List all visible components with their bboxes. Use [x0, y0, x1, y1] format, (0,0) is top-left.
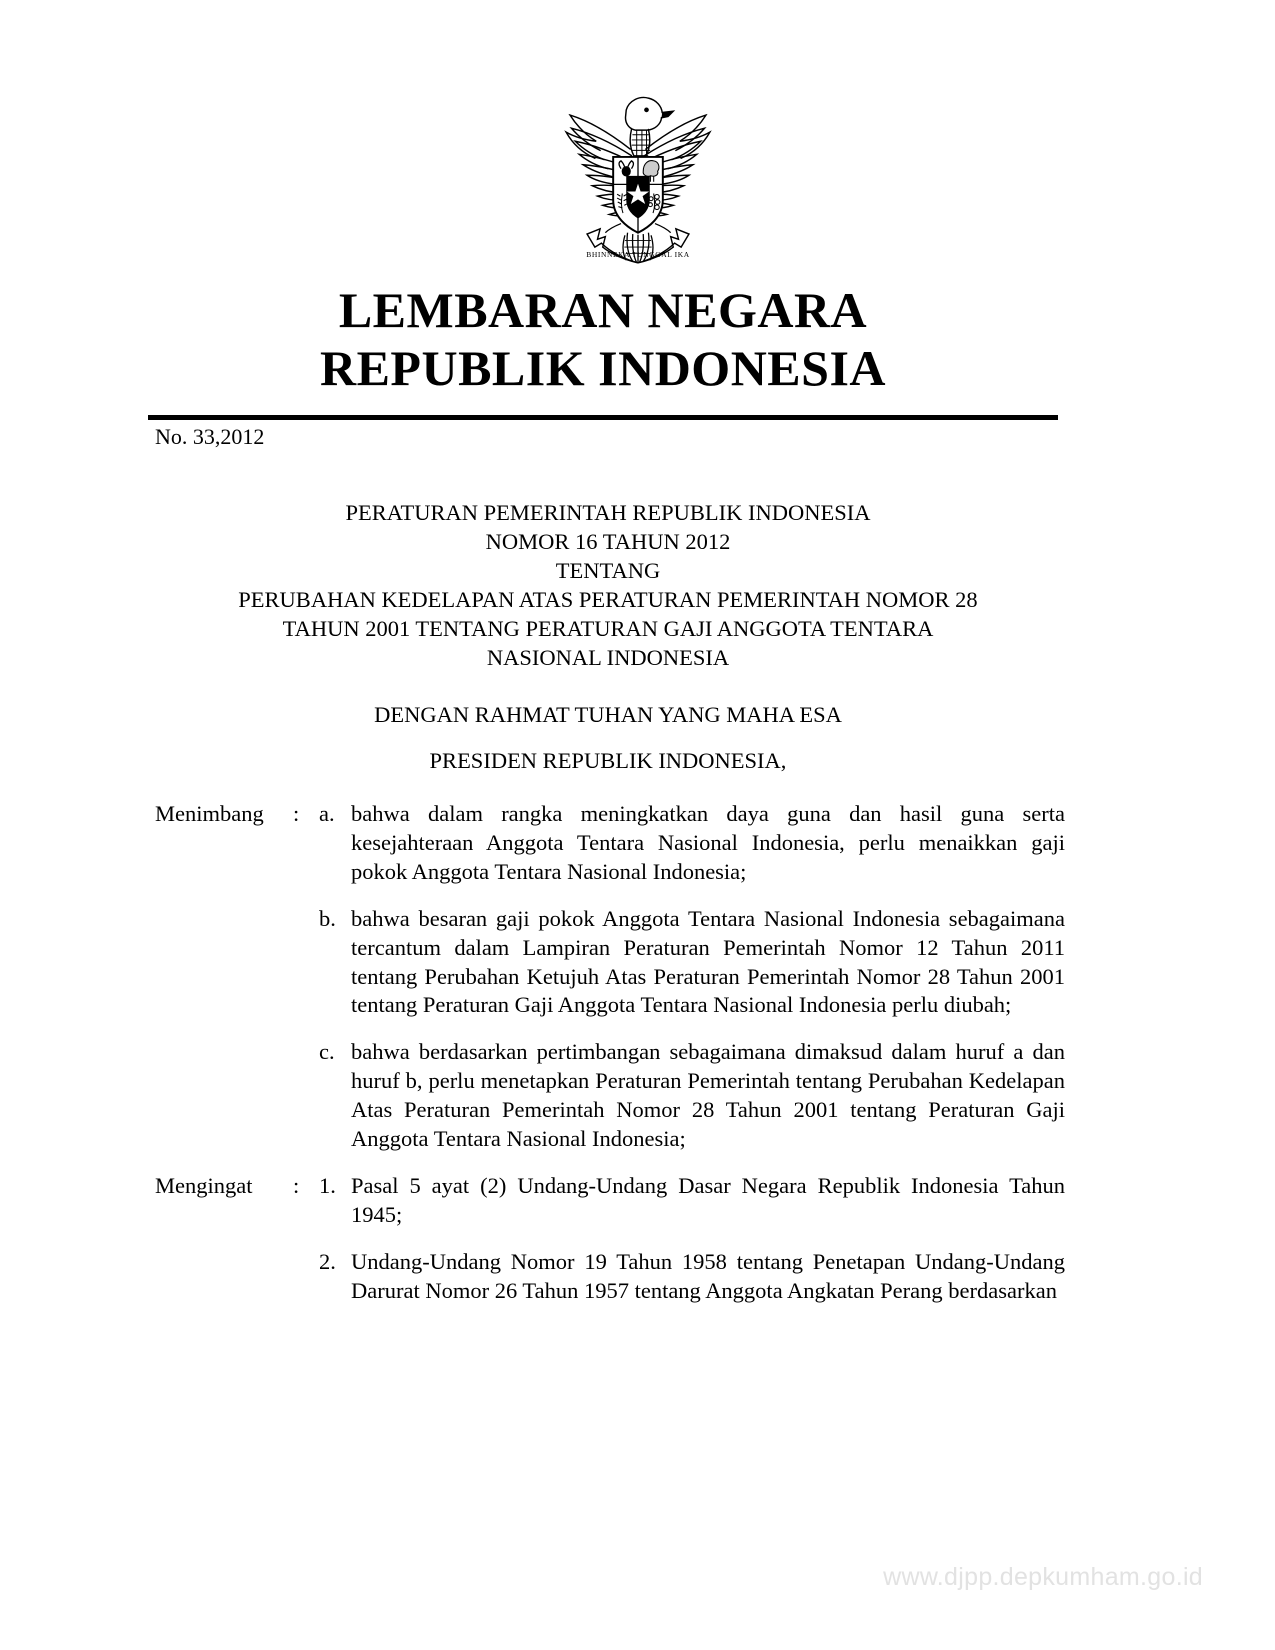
item-text-2: Undang-Undang Nomor 19 Tahun 1958 tentang Penetapan Undang-Undang Darurat Nomor 26 Tahun 1957 tentang Anggota Angkatan Perang berdasarkan — [351, 1248, 1065, 1303]
masthead-divider — [148, 415, 1058, 420]
list-item — [319, 1172, 1065, 1230]
item-marker-a: a. — [319, 801, 335, 826]
list-item — [319, 905, 1065, 1021]
title-line-5: TAHUN 2001 TENTANG PERATURAN GAJI ANGGOTA TENTARA — [282, 616, 934, 642]
item-marker-2: 2. — [319, 1248, 336, 1274]
title-line-1: PERATURAN PEMERINTAH REPUBLIK INDONESIA — [345, 500, 871, 525]
item-text-b: bahwa besaran gaji pokok Anggota Tentara Nasional Indonesia sebagaimana tercantum dalam Lampiran Peraturan Pemerintah Nomor 12 Tahun 2011 tentang Perubahan Ketujuh Atas Peraturan Pemerintah Nomor 28 Tahun 2001 tentang Peraturan Gaji Anggota Tentara Nasional Indonesia perlu diubah; — [351, 905, 1065, 1018]
emblem-container — [0, 72, 1275, 273]
clause-label-mengingat: Mengingat — [155, 1172, 253, 1198]
title-line-6: NASIONAL INDONESIA — [486, 645, 730, 671]
clause-colon-mengingat: : — [293, 1172, 300, 1198]
document-number: No. 33,2012 — [155, 424, 265, 449]
title-line-3: TENTANG — [555, 558, 661, 584]
masthead-line-1: LEMBARAN NEGARA — [338, 282, 868, 338]
clause-colon-menimbang: : — [293, 801, 300, 826]
clause-group-gap — [155, 1154, 1065, 1172]
clause-items-menimbang — [319, 800, 1065, 1154]
emblem-motto-text: BHINNEKA TUNGGAL IKA — [585, 249, 690, 259]
regulation-title-block — [148, 498, 1068, 672]
garuda-pancasila-emblem — [540, 72, 736, 268]
list-item — [319, 1038, 1065, 1154]
masthead — [148, 282, 1058, 397]
footer-watermark: www.djpp.depkumham.go.id — [883, 1563, 1203, 1591]
enactment-line-blessing: DENGAN RAHMAT TUHAN YANG MAHA ESA — [374, 702, 842, 727]
item-marker-1: 1. — [319, 1172, 336, 1198]
clause-items-mengingat — [319, 1172, 1065, 1306]
item-marker-c: c. — [319, 1039, 335, 1065]
clause-menimbang — [155, 800, 1065, 1154]
enactment-line-president: PRESIDEN REPUBLIK INDONESIA, — [429, 748, 787, 774]
item-text-a: bahwa dalam rangka meningkatkan daya guna dan hasil guna serta kesejahteraan Anggota Tentara Nasional Indonesia, perlu menaikkan gaji pokok Anggota Tentara Nasional Indonesia; — [351, 801, 1065, 884]
item-text-c: bahwa berdasarkan pertimbangan sebagaimana dimaksud dalam huruf a dan huruf b, perlu menetapkan Peraturan Pemerintah tentang Perubahan Kedelapan Atas Peraturan Pemerintah Nomor 28 Tahun 2001 tentang Peraturan Gaji Anggota Tentara Nasional Indonesia; — [351, 1039, 1065, 1152]
title-line-2: NOMOR 16 TAHUN 2012 — [485, 529, 731, 555]
item-marker-b: b. — [319, 905, 336, 931]
clause-mengingat — [155, 1172, 1065, 1306]
item-text-1: Pasal 5 ayat (2) Undang-Undang Dasar Negara Republik Indonesia Tahun 1945; — [351, 1172, 1065, 1227]
list-item — [319, 1248, 1065, 1306]
clause-label-menimbang: Menimbang — [155, 801, 264, 826]
clauses-section — [155, 800, 1065, 1306]
enactment-block — [148, 700, 1068, 792]
title-line-4: PERUBAHAN KEDELAPAN ATAS PERATURAN PEMERINTAH NOMOR 28 — [238, 587, 978, 613]
masthead-line-2: REPUBLIK INDONESIA — [319, 339, 887, 396]
list-item — [319, 800, 1065, 887]
